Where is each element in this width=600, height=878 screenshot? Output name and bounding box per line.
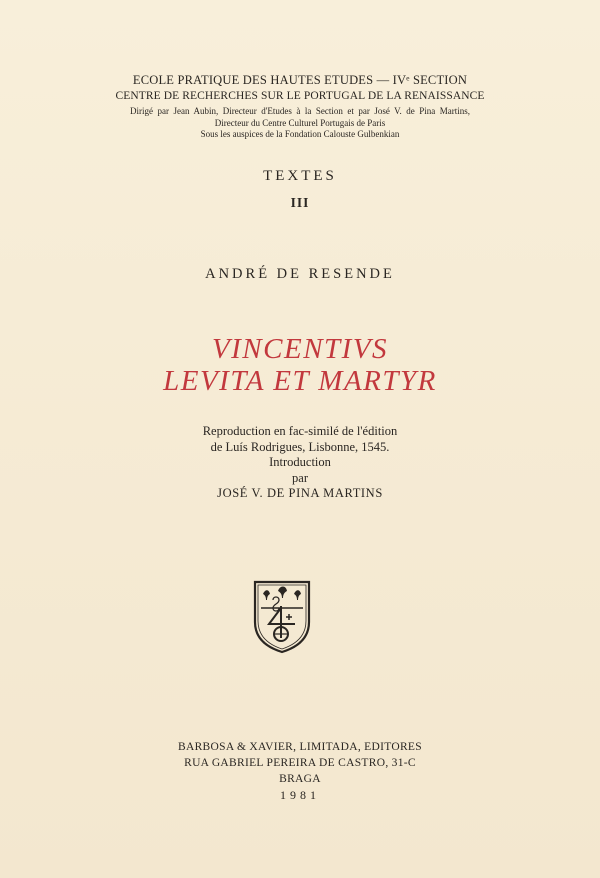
publisher-city: BRAGA [279,773,321,785]
printer-mark-shield-icon [251,578,313,654]
editor-name: JOSÉ V. DE PINA MARTINS [217,486,383,500]
direction-note [130,106,470,141]
reproduction-line-1: Reproduction en fac-similé de l'édition [202,424,398,438]
institution-name: ECOLE PRATIQUE DES HAUTES ETUDES — IVᵉ SECTION [132,73,468,87]
research-centre-name: CENTRE DE RECHERCHES SUR LE PORTUGAL DE LA RENAISSANCE [115,90,485,102]
reproduction-line-4: par [292,470,308,485]
book-title-line-1: VINCENTIVS [211,333,389,365]
reproduction-note [0,424,600,486]
series-volume: III [290,195,310,210]
series-name: TEXTES [263,168,337,184]
author-name: ANDRÉ DE RESENDE [205,266,395,282]
direction-text: Dirigé par Jean Aubin, Directeur d'Etudes à la Section et par José V. de Pina Martins, Directeur du Centre Culturel Portugais de Paris [130,106,470,128]
publisher-imprint [0,739,600,787]
reproduction-line-2: de Luís Rodrigues, Lisbonne, 1545. [210,439,390,454]
patronage-text: Sous les auspices de la Fondation Calouste Gulbenkian [200,129,400,139]
publisher-name: BARBOSA & XAVIER, LIMITADA, EDITORES [178,741,422,753]
publisher-address: RUA GABRIEL PEREIRA DE CASTRO, 31-C [184,757,416,769]
book-title [0,333,600,397]
reproduction-line-3: Introduction [269,455,331,469]
book-title-line-2: LEVITA ET MARTYR [163,365,437,397]
publication-year: 1981 [280,788,320,802]
